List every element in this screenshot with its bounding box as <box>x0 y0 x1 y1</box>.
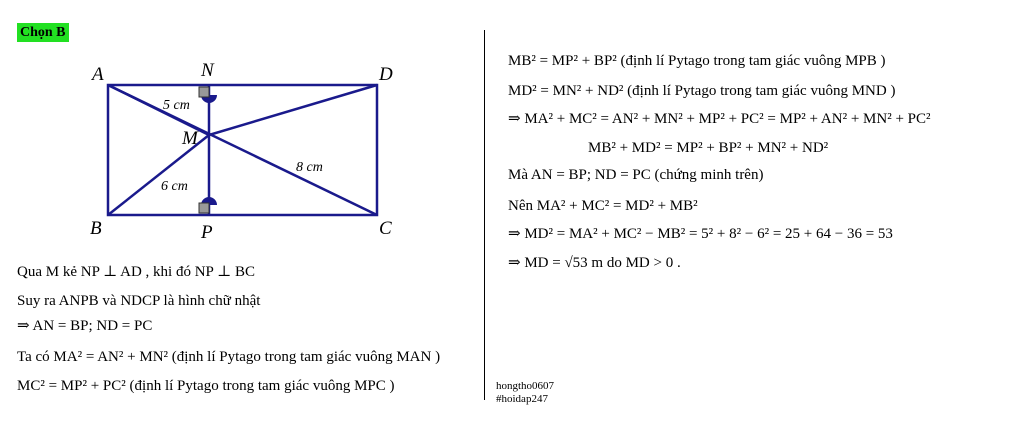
point-label-c: C <box>379 218 392 239</box>
credit-tag: #hoidap247 <box>496 393 548 405</box>
left-line-4: Ta có MA² = AN² + MN² (định lí Pytago trong tam giác vuông MAN ) <box>17 349 441 365</box>
segment-md <box>209 85 377 135</box>
length-label-mb: 6 cm <box>161 179 188 194</box>
right-line-5: Mà AN = BP; ND = PC (chứng minh trên) <box>508 167 764 183</box>
credit-username: hongtho0607 <box>496 380 555 392</box>
length-label-ma: 5 cm <box>163 98 190 113</box>
right-line-2: MD² = MN² + ND² (định lí Pytago trong tam giác vuông MND ) <box>508 83 896 99</box>
answer-badge: Chọn B <box>17 23 69 42</box>
right-line-4: MB² + MD² = MP² + BP² + MN² + ND² <box>588 140 829 156</box>
left-line-2: Suy ra ANPB và NDCP là hình chữ nhật <box>17 293 261 309</box>
right-line-8: ⇒ MD = √53 m do MD > 0 . <box>508 255 681 271</box>
left-line-5: MC² = MP² + PC² (định lí Pytago trong tam giác vuông MPC ) <box>17 378 395 394</box>
point-label-d: D <box>379 64 393 85</box>
right-angle-marker-p <box>199 197 217 213</box>
right-angle-marker-n <box>199 87 217 103</box>
length-label-mc: 8 cm <box>296 160 323 175</box>
right-line-7: ⇒ MD² = MA² + MC² − MB² = 5² + 8² − 6² = 25 + 64 − 36 = 53 <box>508 226 893 242</box>
geometry-figure <box>80 58 420 248</box>
right-line-3: ⇒ MA² + MC² = AN² + MN² + MP² + PC² = MP² + AN² + MN² + PC² <box>508 111 931 127</box>
point-label-a: A <box>92 64 104 85</box>
point-label-b: B <box>90 218 102 239</box>
left-line-1: Qua M kẻ NP ⊥ AD , khi đó NP ⊥ BC <box>17 264 255 280</box>
point-label-p: P <box>201 222 213 243</box>
right-line-6: Nên MA² + MC² = MD² + MB² <box>508 198 698 214</box>
point-label-n: N <box>201 60 214 81</box>
point-label-m: M <box>182 128 198 149</box>
left-line-3: ⇒ AN = BP; ND = PC <box>17 318 153 334</box>
column-divider <box>484 30 485 400</box>
right-line-1: MB² = MP² + BP² (định lí Pytago trong tam giác vuông MPB ) <box>508 53 886 69</box>
